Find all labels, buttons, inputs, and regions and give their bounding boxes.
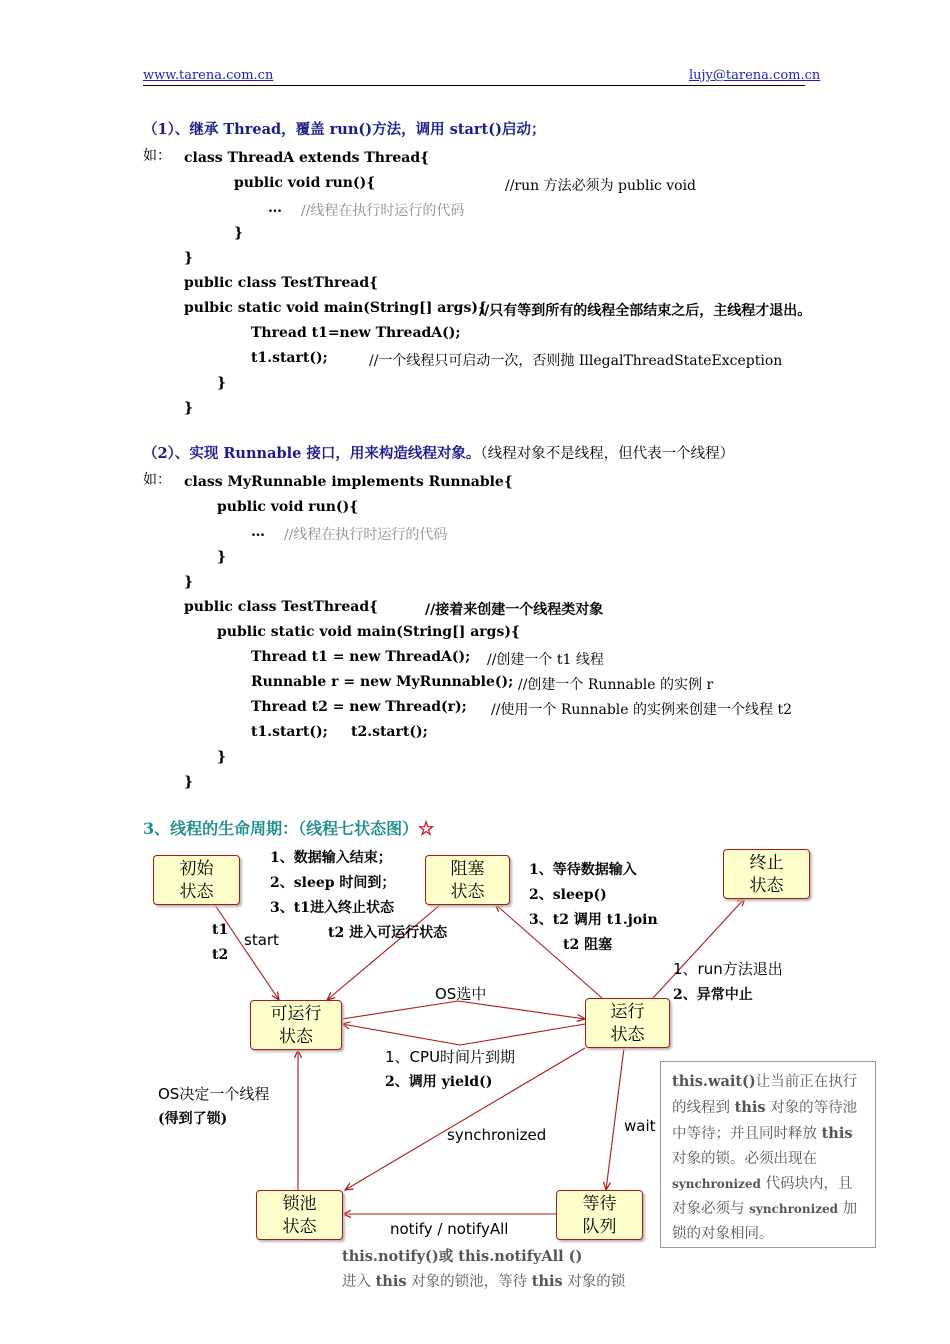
state-terminated-line1: 终止 bbox=[749, 853, 784, 873]
state-waitqueue bbox=[556, 1190, 643, 1240]
code-line: } bbox=[217, 549, 227, 565]
code-line: public class TestThread{ bbox=[184, 599, 379, 615]
state-waitqueue-line2: 队列 bbox=[582, 1217, 617, 1237]
label-blocked-exit-3: 3、t1进入终止状态 bbox=[270, 900, 394, 916]
label-t2: t2 bbox=[212, 947, 229, 963]
code-line: Thread t1 = new ThreadA(); bbox=[251, 649, 471, 665]
note-text: 让当前正在执行的线程到 bbox=[672, 1074, 858, 1116]
code-comment: //线程在执行时运行的代码 bbox=[301, 203, 465, 219]
code-line: public class TestThread{ bbox=[184, 275, 379, 291]
state-lockpool-line2: 状态 bbox=[282, 1217, 317, 1237]
wait-note-box bbox=[660, 1061, 876, 1248]
label-notify: notify / notifyAll bbox=[390, 1220, 509, 1238]
code-line: class ThreadA extends Thread{ bbox=[184, 150, 430, 166]
label-exit-2: 2、异常中止 bbox=[673, 987, 753, 1003]
section2-example-label: 如： bbox=[143, 472, 171, 488]
code-line: pulbic static void main(String[] args){ bbox=[184, 300, 487, 316]
section1-title: （1）、继承 Thread，覆盖 run()方法，调用 start()启动； bbox=[143, 121, 546, 138]
state-waitqueue-line1: 等待 bbox=[582, 1194, 617, 1214]
state-blocked-line1: 阻塞 bbox=[450, 859, 485, 879]
state-lockpool-line1: 锁池 bbox=[282, 1194, 317, 1214]
state-runnable bbox=[250, 1000, 342, 1050]
code-line: public static void main(String[] args){ bbox=[217, 624, 520, 640]
bottom-this: this bbox=[531, 1273, 563, 1290]
state-blocked-line2: 状态 bbox=[450, 882, 485, 902]
bottom-note-line1: this.notify()或 this.notifyAll () bbox=[342, 1248, 583, 1265]
arrow-synchronized bbox=[345, 1048, 585, 1190]
label-blocked-exit-1: 1、数据输入结束； bbox=[270, 850, 392, 866]
code-line: … bbox=[251, 524, 265, 540]
arrow-running-to-terminated bbox=[653, 898, 745, 998]
bottom-text: 对象的锁池，等待 bbox=[406, 1274, 532, 1290]
code-comment: //线程在执行时运行的代码 bbox=[284, 527, 448, 543]
section2-title-note: （线程对象不是线程，但代表一个线程） bbox=[480, 446, 735, 462]
label-yield-2: 2、调用 yield() bbox=[385, 1074, 493, 1090]
code-comment: //创建一个 Runnable 的实例 r bbox=[518, 677, 714, 693]
label-blocked-enter-1: 1、等待数据输入 bbox=[529, 862, 637, 878]
code-line: … bbox=[268, 200, 282, 216]
code-comment: //一个线程只可启动一次，否则抛 IllegalThreadStateException bbox=[369, 353, 783, 369]
state-running bbox=[585, 998, 670, 1048]
bottom-note-line2 bbox=[342, 1270, 625, 1291]
label-wait: wait bbox=[624, 1117, 656, 1135]
bottom-text: 对象的锁 bbox=[562, 1274, 626, 1290]
star-icon: ☆ bbox=[418, 819, 435, 838]
note-this: this bbox=[734, 1099, 766, 1116]
note-synchronized: synchronized bbox=[749, 1202, 839, 1216]
arrow-wait bbox=[606, 1048, 624, 1190]
code-comment: //创建一个 t1 线程 bbox=[487, 652, 604, 668]
code-comment: //使用一个 Runnable 的实例来创建一个线程 t2 bbox=[491, 702, 792, 718]
state-runnable-line1: 可运行 bbox=[270, 1004, 322, 1024]
label-os-decide: OS决定一个线程 bbox=[158, 1085, 270, 1103]
state-initial-line2: 状态 bbox=[179, 882, 214, 902]
code-comment: //接着来创建一个线程类对象 bbox=[425, 602, 604, 618]
label-blocked-enter-4: t2 阻塞 bbox=[563, 937, 613, 953]
note-text: 代码块内，且对象必须与 bbox=[672, 1176, 853, 1217]
arrow-blocked-to-runnable bbox=[327, 905, 440, 1000]
code-line: Thread t2 = new Thread(r); bbox=[251, 699, 467, 715]
state-terminated bbox=[723, 849, 810, 899]
code-line: Thread t1=new ThreadA(); bbox=[251, 325, 461, 341]
label-blocked-enter-3: 3、t2 调用 t1.join bbox=[529, 912, 658, 928]
code-line: public void run(){ bbox=[217, 499, 359, 515]
code-line: public void run(){ bbox=[234, 175, 376, 191]
state-terminated-line2: 状态 bbox=[749, 876, 784, 896]
label-synchronized: synchronized bbox=[447, 1126, 547, 1144]
code-line: Runnable r = new MyRunnable(); bbox=[251, 674, 514, 690]
code-line: } bbox=[217, 375, 227, 391]
bottom-text: 进入 bbox=[342, 1274, 376, 1290]
section2-title-main: （2）、实现 Runnable 接口，用来构造线程对象。 bbox=[143, 445, 481, 462]
note-text: 对象的等待池中等待；并且同时释放 bbox=[672, 1100, 858, 1142]
label-os-select: OS选中 bbox=[435, 985, 487, 1003]
code-line: t2.start(); bbox=[351, 724, 428, 740]
state-initial bbox=[153, 855, 240, 905]
state-blocked bbox=[425, 855, 510, 905]
bottom-this: this bbox=[375, 1273, 407, 1290]
label-exit-1: 1、run方法退出 bbox=[673, 960, 783, 978]
code-line: } bbox=[184, 774, 194, 790]
code-line: } bbox=[234, 225, 244, 241]
note-synchronized: synchronized bbox=[672, 1177, 761, 1191]
state-running-line1: 运行 bbox=[610, 1002, 645, 1022]
section1-example-label: 如： bbox=[143, 148, 171, 164]
note-this: this bbox=[821, 1125, 853, 1142]
code-line: } bbox=[184, 400, 194, 416]
code-line: } bbox=[217, 749, 227, 765]
note-wait-method: this.wait() bbox=[672, 1073, 756, 1090]
label-got-lock: (得到了锁) bbox=[158, 1111, 228, 1127]
header-email-link[interactable]: lujy@tarena.com.cn bbox=[689, 68, 821, 83]
code-line: } bbox=[184, 250, 194, 266]
label-yield-1: 1、CPU时间片到期 bbox=[385, 1048, 516, 1066]
note-text: 加锁的对象相同。 bbox=[672, 1201, 858, 1242]
header-website-link[interactable]: www.tarena.com.cn bbox=[143, 68, 274, 83]
state-initial-line1: 初始 bbox=[179, 859, 214, 879]
label-blocked-enter-2: 2、sleep() bbox=[529, 887, 607, 903]
code-line: t1.start(); bbox=[251, 724, 328, 740]
code-comment: //只有等到所有的线程全部结束之后，主线程才退出。 bbox=[479, 303, 812, 319]
state-running-line2: 状态 bbox=[610, 1025, 645, 1045]
section3-title-text: 3、线程的生命周期：（线程七状态图） bbox=[143, 819, 419, 838]
label-blocked-exit-2: 2、sleep 时间到； bbox=[270, 875, 396, 891]
note-text: 对象的锁。必须出现在 bbox=[672, 1151, 817, 1167]
code-line: class MyRunnable implements Runnable{ bbox=[184, 474, 513, 490]
code-line: t1.start(); bbox=[251, 350, 328, 366]
label-blocked-exit-4: t2 进入可运行状态 bbox=[328, 925, 448, 941]
label-t1: t1 bbox=[212, 922, 229, 938]
state-runnable-line2: 状态 bbox=[279, 1027, 313, 1047]
arrow-yield bbox=[342, 1024, 585, 1045]
code-comment: //run 方法必须为 public void bbox=[505, 178, 697, 194]
label-start: start bbox=[244, 931, 279, 949]
code-line: } bbox=[184, 574, 194, 590]
state-lockpool bbox=[256, 1190, 343, 1240]
